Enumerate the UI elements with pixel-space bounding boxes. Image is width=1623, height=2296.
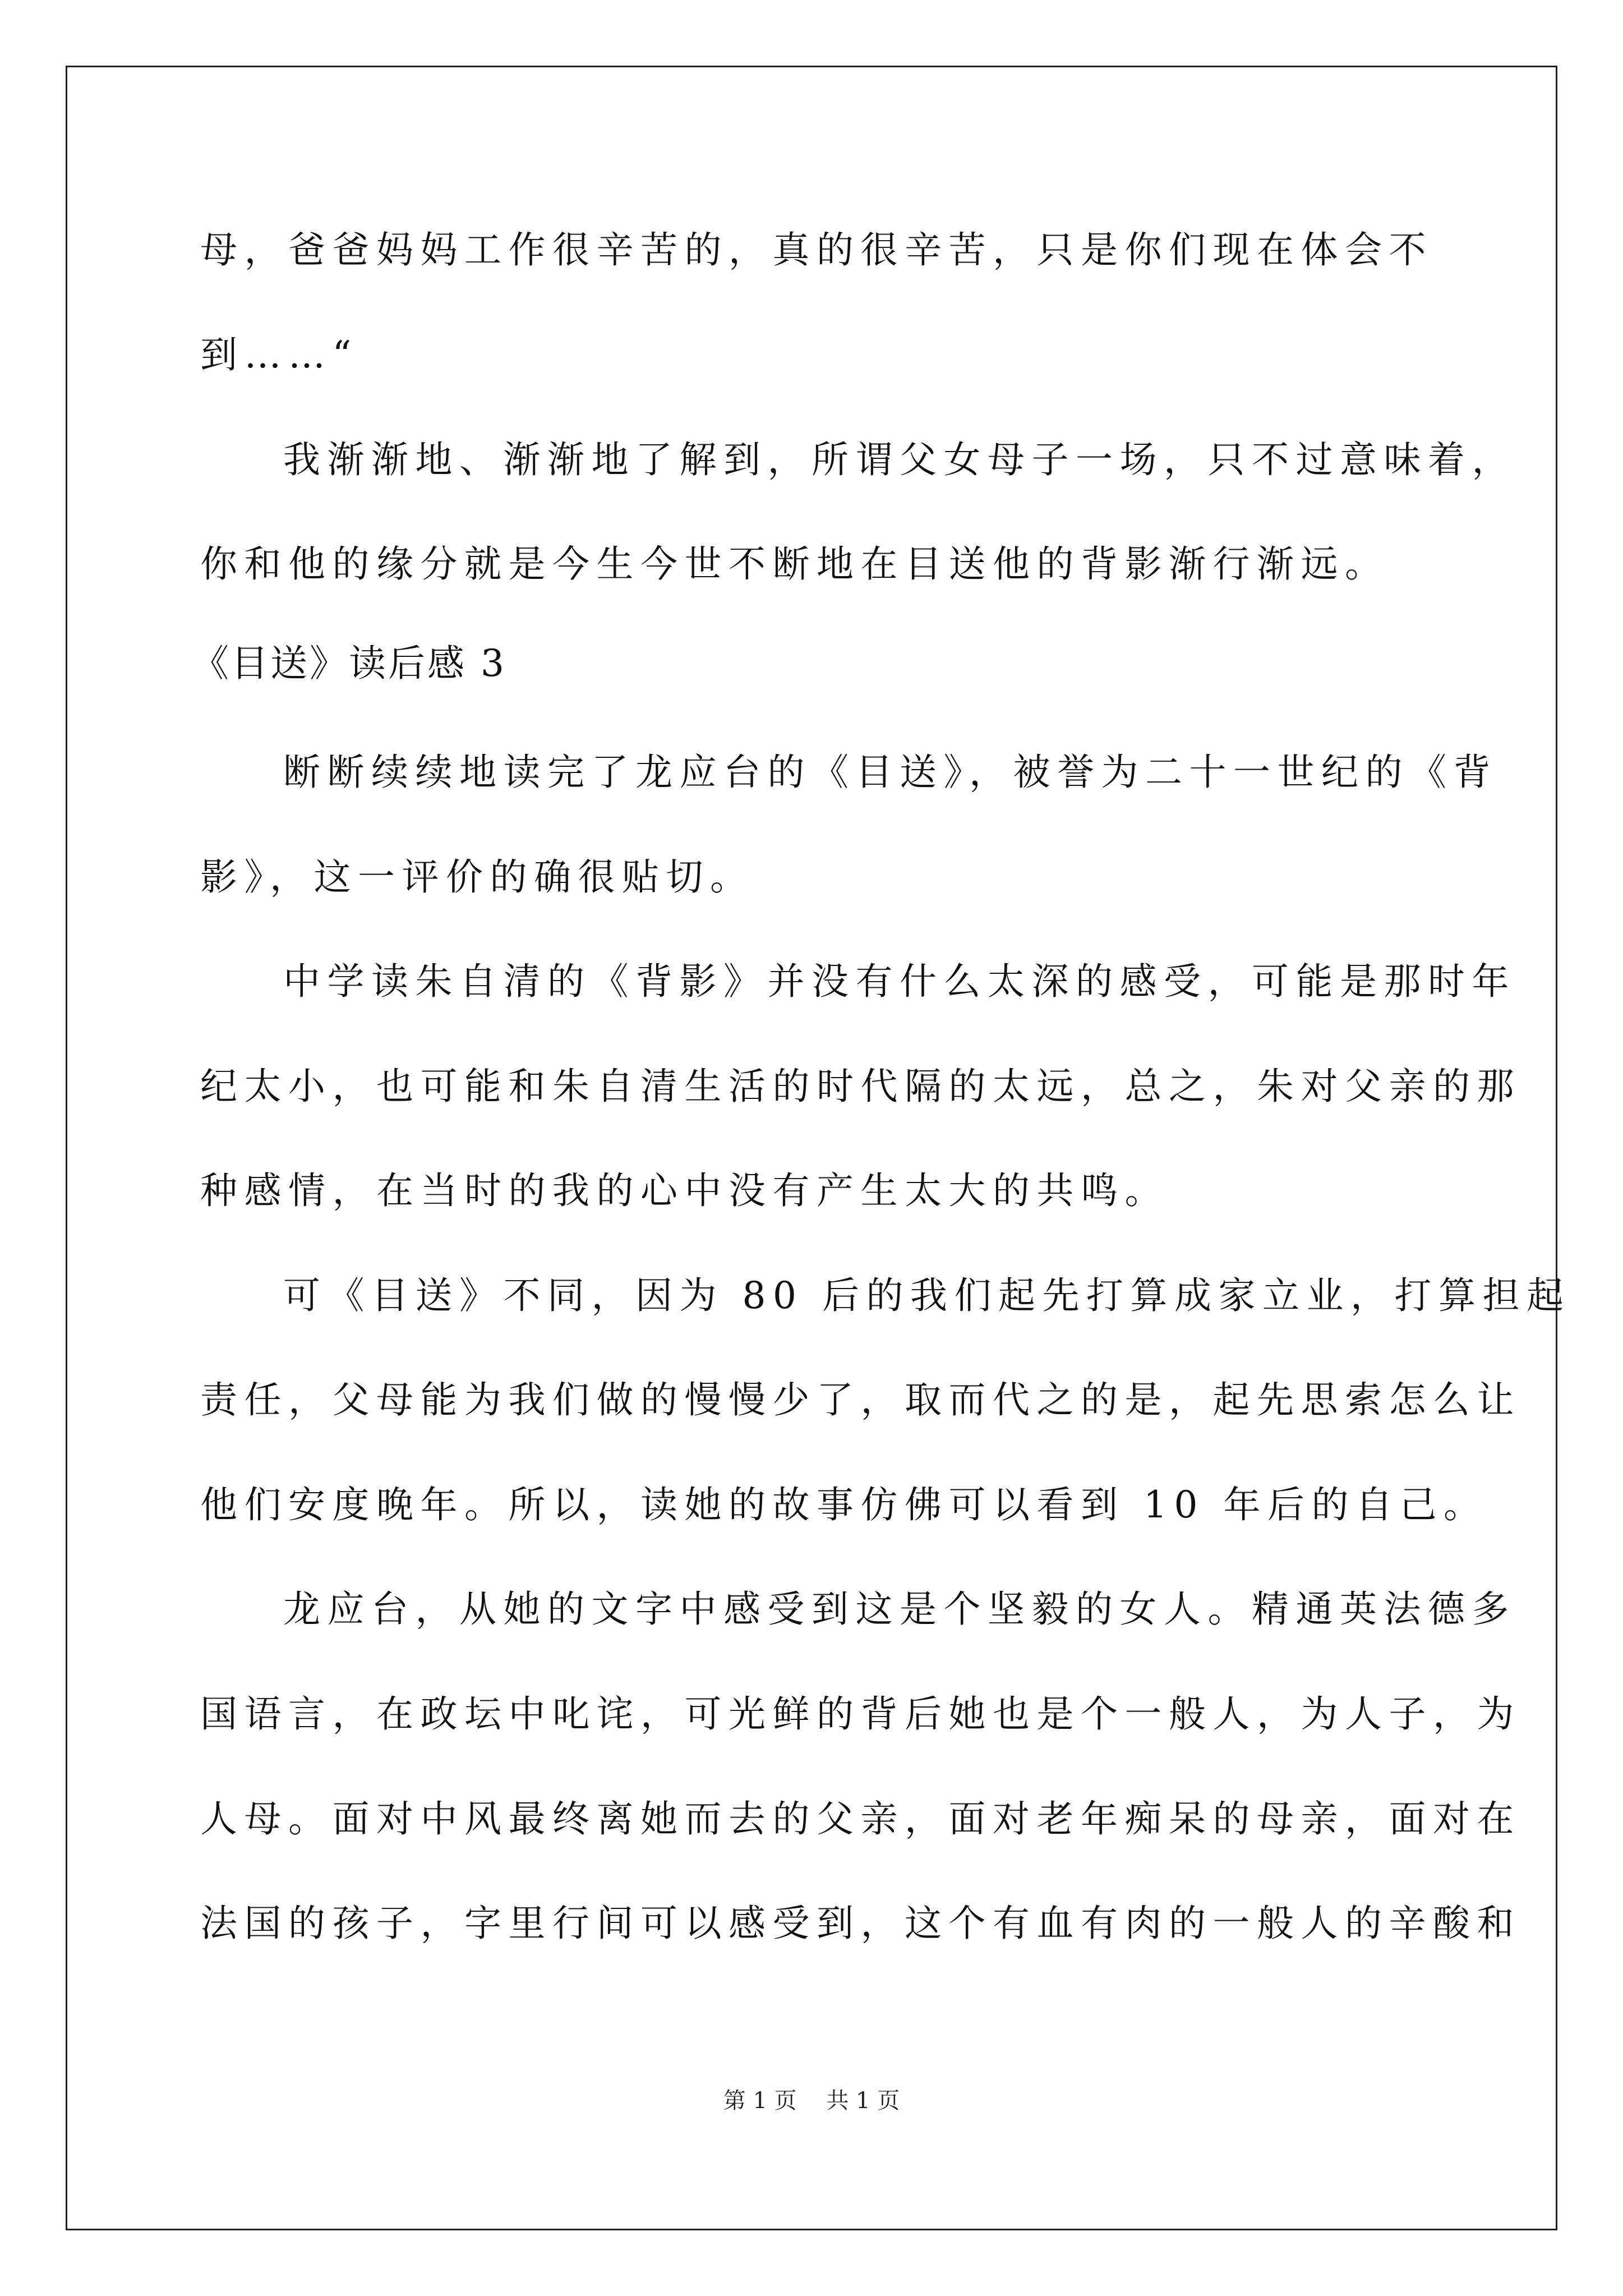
text-line: 母，爸爸妈妈工作很辛苦的，真的很辛苦，只是你们现在体会不 <box>200 228 1433 272</box>
section-heading: 《目送》读后感 3 <box>192 642 506 685</box>
page-number: 第 1 页 <box>723 2088 797 2114</box>
text-line: 我渐渐地、渐渐地了解到，所谓父女母子一场，只不过意味着， <box>283 438 1516 481</box>
text-line: 你和他的缘分就是今生今世不断地在目送他的背影渐行渐远。 <box>200 542 1389 586</box>
text-line: 龙应台，从她的文字中感受到这是个坚毅的女人。精通英法德多 <box>283 1588 1516 1631</box>
text-line: 他们安度晚年。所以，读她的故事仿佛可以看到 10 年后的自己。 <box>200 1483 1488 1526</box>
text-line: 断断续续地读完了龙应台的《目送》，被誉为二十一世纪的《背 <box>283 751 1497 794</box>
text-line: 种感情，在当时的我的心中没有产生太大的共鸣。 <box>200 1169 1169 1212</box>
text-line: 国语言，在政坛中叱诧，可光鲜的背后她也是个一般人，为人子，为 <box>200 1692 1521 1736</box>
text-line: 影》，这一评价的确很贴切。 <box>200 855 754 899</box>
text-line: 法国的孩子，字里行间可以感受到，这个有血有肉的一般人的辛酸和 <box>200 1902 1521 1945</box>
text-line: 纪太小，也可能和朱自清生活的时代隔的太远，总之，朱对父亲的那 <box>200 1065 1521 1108</box>
page-footer <box>0 2087 1623 2115</box>
page-total: 共 1 页 <box>826 2088 900 2114</box>
text-line: 可《目送》不同，因为 80 后的我们起先打算成家立业，打算担起 <box>283 1274 1571 1317</box>
text-line: 到……“ <box>200 333 358 376</box>
text-line: 人母。面对中风最终离她而去的父亲，面对老年痴呆的母亲，面对在 <box>200 1797 1521 1841</box>
text-line: 中学读朱自清的《背影》并没有什么太深的感受，可能是那时年 <box>283 960 1516 1003</box>
text-line: 责任，父母能为我们做的慢慢少了，取而代之的是，起先思索怎么让 <box>200 1378 1521 1421</box>
